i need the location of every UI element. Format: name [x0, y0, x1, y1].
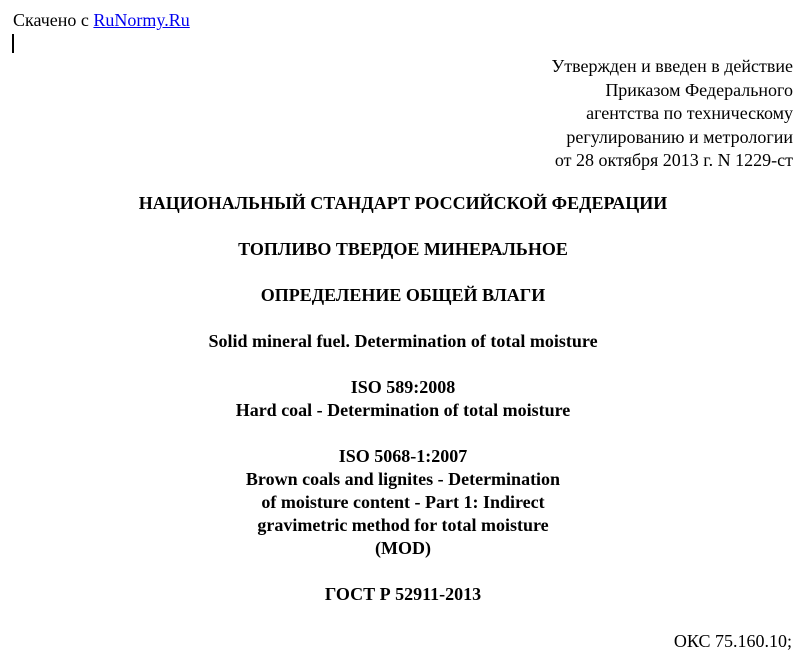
- iso-5068-code: ISO 5068-1:2007: [338, 446, 468, 466]
- iso-5068-title-line: of moisture content - Part 1: Indirect: [261, 492, 545, 512]
- gost-number: ГОСТ Р 52911-2013: [324, 584, 482, 604]
- approval-line: Приказом Федерального: [605, 79, 793, 100]
- iso-5068-title-line: Brown coals and lignites - Determination: [245, 469, 561, 489]
- national-standard-title: НАЦИОНАЛЬНЫЙ СТАНДАРТ РОССИЙСКОЙ ФЕДЕРАЦИИ: [138, 193, 668, 213]
- oks-code: ОКС 75.160.10;: [673, 631, 792, 651]
- iso-589-title: Hard coal - Determination of total moisture: [235, 400, 571, 420]
- source-link[interactable]: RuNormy.Ru: [93, 10, 190, 30]
- iso-589-code: ISO 589:2008: [350, 377, 456, 397]
- approval-line: агентства по техническому: [586, 103, 793, 123]
- iso-5068-title-line: gravimetric method for total moisture: [257, 515, 549, 535]
- standard-title-line-1: ТОПЛИВО ТВЕРДОЕ МИНЕРАЛЬНОЕ: [238, 239, 568, 259]
- source-prefix: Скачено с: [13, 10, 94, 30]
- iso-5068-block: [0, 445, 799, 560]
- approval-line: регулированию и метрологии: [566, 126, 793, 147]
- approval-line: Утвержден и введен в действие: [551, 56, 793, 76]
- iso-589-block: [0, 376, 799, 422]
- english-title: Solid mineral fuel. Determination of total moisture: [208, 331, 598, 351]
- iso-5068-title-line: (MOD): [375, 538, 431, 558]
- approval-block: [551, 55, 793, 173]
- approval-line: от 28 октября 2013 г. N 1229-ст: [554, 150, 793, 170]
- source-line: [13, 9, 190, 31]
- standard-title-line-2: ОПРЕДЕЛЕНИЕ ОБЩЕЙ ВЛАГИ: [260, 285, 546, 305]
- text-cursor: [12, 34, 14, 53]
